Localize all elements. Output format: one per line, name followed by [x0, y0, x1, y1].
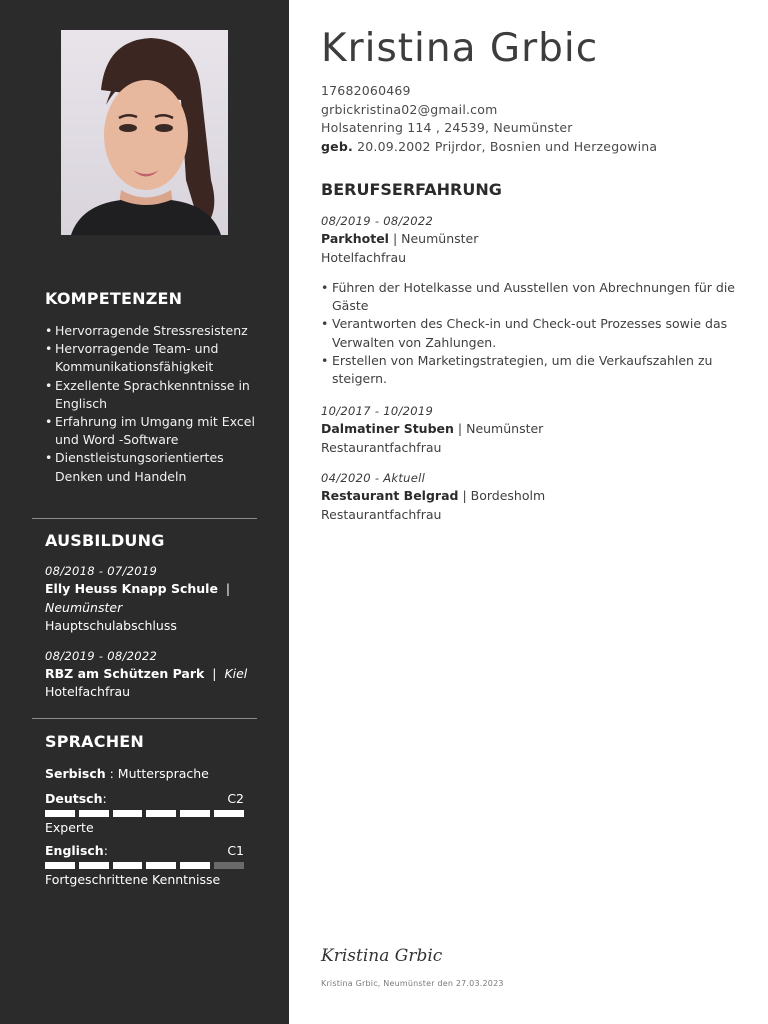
school-city: Neumünster	[45, 599, 123, 615]
language-level: C2	[227, 790, 244, 806]
language-level: C1	[227, 843, 244, 858]
language-native-text: : Muttersprache	[105, 766, 209, 781]
level-segment	[146, 810, 176, 817]
list-item: • Exzellente Sprachkenntnisse in Englisch	[45, 377, 255, 413]
separator: |	[458, 488, 471, 503]
list-item: • Erstellen von Marketingstrategien, um die Verkaufszahlen zu steigern.	[321, 352, 736, 388]
job-company-line	[321, 230, 741, 249]
competencies-list	[45, 322, 255, 486]
job-city: Neumünster	[466, 421, 544, 436]
divider	[32, 518, 257, 519]
language-description: Experte	[45, 819, 94, 835]
level-segment	[214, 862, 244, 869]
job-city: Bordesholm	[470, 488, 546, 503]
list-item: • Hervorragende Team- und Kommunikationsfähigkeit	[45, 340, 255, 376]
education-degree: Hauptschulabschluss	[45, 618, 177, 633]
job-company: Restaurant Belgrad	[321, 488, 459, 503]
languages-section	[45, 732, 255, 890]
separator: |	[388, 231, 402, 246]
language-item	[45, 791, 255, 838]
separator: |	[212, 665, 217, 681]
person-name: Kristina Grbic	[321, 26, 599, 71]
job-date: 10/2017 - 10/2019	[321, 404, 434, 418]
divider	[32, 718, 257, 719]
language-row	[45, 791, 244, 806]
language-native	[45, 765, 255, 784]
education-entry	[45, 564, 255, 636]
list-item: • Erfahrung im Umgang mit Excel und Word -Software	[45, 413, 255, 449]
education-degree: Hotelfachfrau	[45, 684, 131, 699]
list-item: • Verantworten des Check-in und Check-out Prozesses sowie das Verwalten von Zahlungen.	[321, 315, 736, 351]
level-segment	[180, 862, 210, 869]
job-entry	[321, 214, 741, 388]
level-segment	[79, 810, 109, 817]
education-section	[45, 531, 255, 702]
language-name: Englisch	[45, 843, 104, 858]
school-name: RBZ am Schützen Park	[45, 665, 205, 681]
job-entry	[321, 471, 741, 524]
language-colon: :	[102, 790, 107, 806]
level-segment	[45, 810, 75, 817]
competencies-section	[45, 289, 255, 486]
birth-info	[321, 138, 657, 157]
contact-block	[321, 82, 657, 156]
languages-heading: SPRACHEN	[45, 732, 145, 751]
school-city: Kiel	[224, 665, 248, 681]
job-entry	[321, 404, 741, 457]
email: grbickristina02@gmail.com	[321, 101, 498, 117]
job-duties	[321, 279, 736, 388]
education-date: 08/2019 - 08/2022	[45, 648, 158, 663]
education-school	[45, 580, 255, 617]
education-heading: AUSBILDUNG	[45, 531, 165, 550]
language-name: Serbisch	[45, 766, 106, 781]
job-date: 08/2019 - 08/2022	[321, 214, 434, 228]
signature-caption: Kristina Grbic, Neumünster den 27.03.2023	[321, 979, 504, 988]
language-colon: :	[103, 843, 108, 858]
level-segment	[146, 862, 176, 869]
birth-label: geb.	[321, 138, 353, 154]
list-item: • Dienstleistungsorientiertes Denken und Handeln	[45, 449, 255, 485]
job-title: Hotelfachfrau	[321, 249, 407, 265]
list-item: • Hervorragende Stressresistenz	[45, 322, 255, 340]
separator: |	[225, 581, 231, 596]
school-name: Elly Heuss Knapp Schule	[45, 581, 218, 596]
job-city: Neumünster	[401, 231, 479, 246]
level-segment	[113, 810, 143, 817]
level-segment	[113, 862, 143, 869]
level-segment	[45, 862, 75, 869]
education-school	[45, 665, 255, 684]
level-segment	[214, 810, 244, 817]
language-name: Deutsch	[45, 790, 103, 806]
level-segment	[79, 862, 109, 869]
language-level-bar	[45, 862, 244, 869]
experience-heading: BERUFSERFAHRUNG	[321, 180, 502, 199]
sidebar	[0, 0, 289, 1024]
job-company: Dalmatiner Stuben	[321, 421, 454, 436]
language-level-bar	[45, 810, 244, 817]
education-entry	[45, 649, 255, 702]
signature: Kristina Grbic	[321, 946, 443, 966]
job-company-line	[321, 487, 741, 506]
language-item	[45, 843, 255, 890]
job-title: Restaurantfachfrau	[321, 506, 442, 522]
job-company-line	[321, 420, 741, 439]
phone: 17682060469	[321, 83, 411, 98]
separator: |	[453, 421, 467, 436]
competencies-heading: KOMPETENZEN	[45, 289, 183, 308]
level-segment	[180, 810, 210, 817]
address: Holsatenring 114 , 24539, Neumünster	[321, 120, 573, 135]
language-row	[45, 843, 244, 858]
education-date: 08/2018 - 07/2019	[45, 564, 158, 578]
job-company: Parkhotel	[321, 231, 389, 246]
job-date: 04/2020 - Aktuell	[321, 471, 426, 485]
job-title: Restaurantfachfrau	[321, 439, 442, 455]
language-description: Fortgeschrittene Kenntnisse	[45, 872, 221, 887]
profile-photo	[61, 30, 228, 235]
birth-value: 20.09.2002 Prijrdor, Bosnien und Herzegowina	[357, 138, 658, 154]
list-item: • Führen der Hotelkasse und Ausstellen von Abrechnungen für die Gäste	[321, 279, 736, 315]
